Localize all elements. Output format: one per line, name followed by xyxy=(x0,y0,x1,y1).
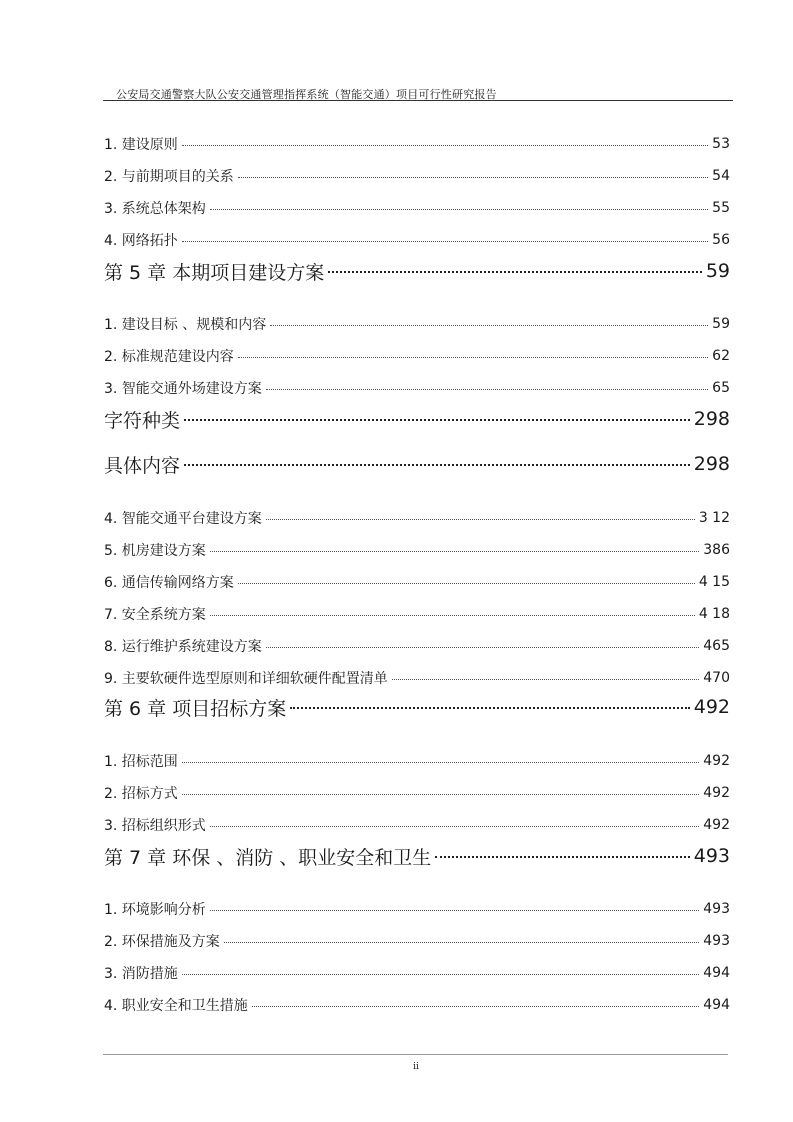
toc-entry-title: 字符种类 xyxy=(104,409,181,432)
toc-entry[interactable] xyxy=(104,198,730,218)
dot-leader xyxy=(290,707,690,709)
running-header: 公安局交通警察大队公安交通管理指挥系统（智能交通）项目可行性研究报告 xyxy=(116,88,497,101)
dot-leader xyxy=(210,826,699,827)
toc-entry-title: 3. 消防措施 xyxy=(104,966,178,982)
dot-leader xyxy=(182,145,708,146)
toc-entry-page: 65 xyxy=(712,380,730,396)
dot-leader xyxy=(238,177,708,178)
toc-entry-title: 3. 招标组织形式 xyxy=(104,818,206,834)
dot-leader xyxy=(266,647,699,648)
toc-entry-title: 第 5 章 本期项目建设方案 xyxy=(104,261,325,284)
dot-leader xyxy=(392,679,699,680)
toc-entry-title: 1. 招标范围 xyxy=(104,754,178,770)
toc-entry-title: 1. 建设原则 xyxy=(104,137,178,153)
toc-entry-title: 4. 职业安全和卫生措施 xyxy=(104,998,248,1014)
toc-entry[interactable] xyxy=(104,963,730,983)
toc-entry-title: 4. 网络拓扑 xyxy=(104,233,178,249)
toc-entry-title: 2. 标准规范建设内容 xyxy=(104,349,234,365)
toc-entry-page: 386 xyxy=(703,542,730,558)
toc-entry-page: 494 xyxy=(703,997,730,1013)
toc-entry-title: 1. 建设目标 、规模和内容 xyxy=(104,317,267,333)
dot-leader xyxy=(210,615,695,616)
toc-entry[interactable] xyxy=(104,668,730,688)
dot-leader xyxy=(184,419,690,421)
toc-entry-page: 492 xyxy=(703,785,730,801)
toc-entry-title: 3. 智能交通外场建设方案 xyxy=(104,381,262,397)
dot-leader xyxy=(210,209,708,210)
toc-entry[interactable] xyxy=(104,230,730,250)
toc-entry[interactable] xyxy=(104,636,730,656)
toc-entry-page: 465 xyxy=(703,638,730,654)
toc-chapter-entry[interactable] xyxy=(104,406,730,432)
toc-entry-page: 492 xyxy=(703,817,730,833)
dot-leader xyxy=(238,357,708,358)
dot-leader xyxy=(184,464,690,466)
toc-entry[interactable] xyxy=(104,378,730,398)
dot-leader xyxy=(210,910,699,911)
toc-entry-page: 470 xyxy=(703,670,730,686)
dot-leader xyxy=(210,551,699,552)
toc-entry-page: 494 xyxy=(703,965,730,981)
dot-leader xyxy=(270,325,708,326)
toc-entry-title: 第 7 章 环保 、消防 、职业安全和卫生 xyxy=(104,846,432,869)
toc-entry-title: 具体内容 xyxy=(104,454,181,477)
toc-entry[interactable] xyxy=(104,751,730,771)
toc-entry-title: 第 6 章 项目招标方案 xyxy=(104,697,287,720)
toc-entry-title: 6. 通信传输网络方案 xyxy=(104,575,234,591)
toc-entry-page: 54 xyxy=(712,168,730,184)
toc-entry-title: 2. 环保措施及方案 xyxy=(104,934,220,950)
toc-entry-page: 4 18 xyxy=(698,606,730,622)
toc-entry[interactable] xyxy=(104,815,730,835)
toc-entry-page: 298 xyxy=(693,453,730,475)
dot-leader xyxy=(182,974,699,975)
toc-entry[interactable] xyxy=(104,134,730,154)
dot-leader xyxy=(182,794,699,795)
toc-entry-title: 7. 安全系统方案 xyxy=(104,607,206,623)
page-number: ii xyxy=(413,1062,419,1072)
toc-entry[interactable] xyxy=(104,346,730,366)
dot-leader xyxy=(266,519,695,520)
toc-entry-page: 492 xyxy=(703,753,730,769)
toc-entry-title: 8. 运行维护系统建设方案 xyxy=(104,639,262,655)
toc-entry-page: 493 xyxy=(703,901,730,917)
footer-rule xyxy=(103,1054,728,1055)
toc-entry-page: 59 xyxy=(705,260,730,282)
toc-entry-title: 4. 智能交通平台建设方案 xyxy=(104,511,262,527)
dot-leader xyxy=(182,762,699,763)
toc-entry[interactable] xyxy=(104,540,730,560)
toc-entry[interactable] xyxy=(104,899,730,919)
dot-leader xyxy=(238,583,695,584)
toc-entry-page: 55 xyxy=(712,200,730,216)
toc-entry-title: 2. 与前期项目的关系 xyxy=(104,169,234,185)
dot-leader xyxy=(435,856,689,858)
toc-entry-page: 62 xyxy=(712,348,730,364)
dot-leader xyxy=(328,271,702,273)
toc-entry-page: 53 xyxy=(712,136,730,152)
dot-leader xyxy=(224,942,699,943)
dot-leader xyxy=(252,1006,699,1007)
toc-entry[interactable] xyxy=(104,783,730,803)
toc-entry[interactable] xyxy=(104,314,730,334)
toc-entry[interactable] xyxy=(104,166,730,186)
toc-entry-page: 298 xyxy=(693,408,730,430)
toc-chapter-entry[interactable] xyxy=(104,258,730,284)
toc-chapter-entry[interactable] xyxy=(104,451,730,477)
toc-entry-title: 1. 环境影响分析 xyxy=(104,902,206,918)
toc-entry-page: 493 xyxy=(703,933,730,949)
toc-entry[interactable] xyxy=(104,995,730,1015)
toc-entry-page: 3 12 xyxy=(698,510,730,526)
toc-entry-title: 9. 主要软硬件选型原则和详细软硬件配置清单 xyxy=(104,671,388,687)
toc-entry-title: 3. 系统总体架构 xyxy=(104,201,206,217)
toc-entry-title: 5. 机房建设方案 xyxy=(104,543,206,559)
toc-entry-page: 56 xyxy=(712,232,730,248)
toc-entry-page: 4 15 xyxy=(698,574,730,590)
toc-chapter-entry[interactable] xyxy=(104,843,730,869)
toc-entry[interactable] xyxy=(104,931,730,951)
toc-chapter-entry[interactable] xyxy=(104,694,730,720)
dot-leader xyxy=(266,389,708,390)
toc-entry-page: 59 xyxy=(712,316,730,332)
toc-entry-page: 493 xyxy=(693,845,730,867)
toc-entry-page: 492 xyxy=(693,696,730,718)
toc-entry[interactable] xyxy=(104,604,730,624)
toc-entry[interactable] xyxy=(104,508,730,528)
toc-entry-title: 2. 招标方式 xyxy=(104,786,178,802)
toc-entry[interactable] xyxy=(104,572,730,592)
dot-leader xyxy=(182,241,708,242)
